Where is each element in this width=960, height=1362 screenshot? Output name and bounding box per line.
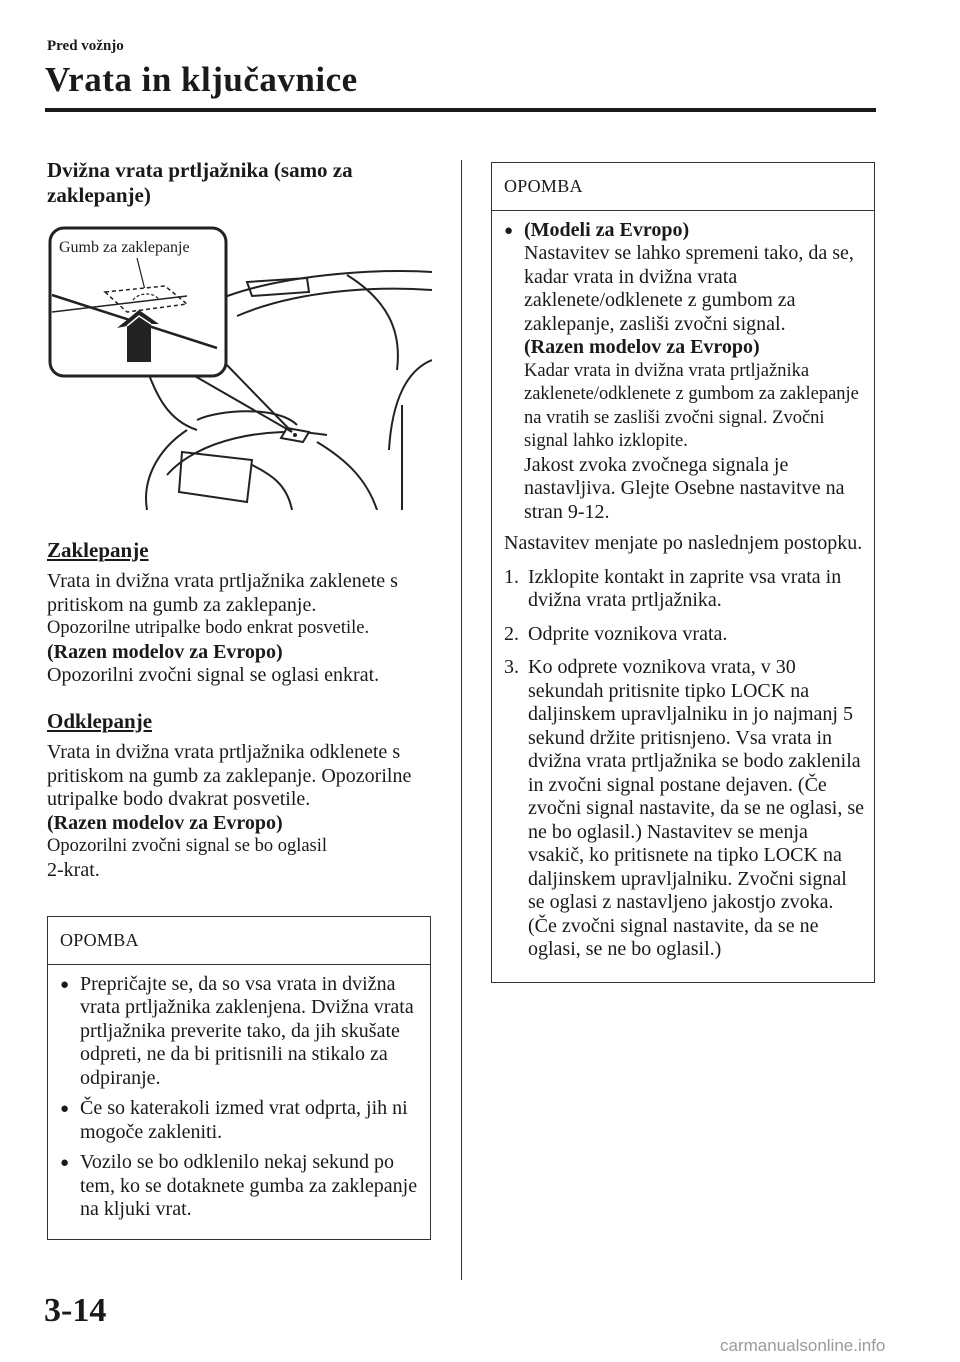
note-title: OPOMBA (492, 163, 874, 211)
europe-models-label: (Modeli za Evropo) (524, 218, 690, 241)
bullet-icon: ● (60, 1155, 70, 1171)
unlock-beep-count: 2-krat. (47, 858, 100, 881)
unlock-europe-label: (Razen modelov za Evropo) (47, 811, 283, 834)
note-item: ● Če so katerakoli izmed vrat odprta, jih ni mogoče zakleniti. (60, 1097, 408, 1143)
lock-button-on-car (281, 428, 309, 442)
lock-beep-text: Opozorilni zvočni signal se oglasi enkrat. (47, 664, 380, 686)
note-item: ● Prepričajte se, da so vsa vrata in dvižna vrata prtljažnika zaklenjena. Dvižna vrata prtljažnika preverite tako, da jih skušate odpreti, ne da bi pritisnili na stikalo za odpiranje. (60, 972, 414, 1089)
non-europe-label: (Razen modelov za Evropo) (524, 336, 760, 358)
note-item: ● Vozilo se bo odklenilo nekaj sekund po tem, ko se dotaknete gumba za zaklepanje na kljuki vrat. (60, 1151, 418, 1220)
section-heading: Dvižna vrata prtljažnika (samo za zaklepanje) (47, 158, 353, 207)
unlock-heading: Odklepanje (47, 708, 153, 733)
section-label: Pred vožnjo (47, 38, 124, 54)
procedure-steps (504, 566, 864, 962)
unlock-text: Vrata in dvižna vrata prtljažnika odklenete s pritiskom na gumb za zaklepanje. Opozorilne utripalke bodo dvakrat posvetile. (47, 741, 412, 810)
bullet-icon: ● (60, 1101, 70, 1117)
right-column (491, 162, 875, 983)
procedure-step: 3. Ko odprete voznikova vrata, v 30 sekundah pritisnite tipko LOCK na daljinskem upravljalniku in jo najmanj 5 sekund držite pritisnjeno. Vsa vrata in dvižna vrata prtljažnika se bodo zaklenila in zvočni signal postane dejaven. (Če zvočni signal nastavite, da se ne oglasi, se ne bo oglasil.) Nastavitev se menja vsakič, ko pritisnete na tipko LOCK na daljinskem upravljalniku. Zvočni signal se oglasi z nastavljeno jakostjo zvoka. (Če zvočni signal nastavite, da se ne oglasi, se ne bo oglasil.) (504, 656, 865, 960)
note-box-left (47, 916, 431, 1240)
figure-label: Gumb za zaklepanje (59, 239, 190, 256)
procedure-step: 2. Odprite voznikova vrata. (504, 622, 728, 645)
lock-heading: Zaklepanje (47, 537, 149, 562)
non-europe-text: Kadar vrata in dvižna vrata prtljažnika zaklenete/odklenete z gumbom za zaklepanje na vratih se zasliši zvočni signal. Zvočni signal lahko izklopite. (524, 360, 859, 451)
procedure-intro: Nastavitev menjate po naslednjem postopku. (504, 532, 863, 554)
liftgate-illustration (47, 220, 432, 510)
left-column (47, 158, 437, 1240)
page-number: 3-14 (44, 1292, 107, 1329)
lock-text: Vrata in dvižna vrata prtljažnika zaklenete s pritiskom na gumb za zaklepanje. (47, 570, 398, 616)
page-title: Vrata in ključavnice (45, 60, 358, 99)
volume-text: Jakost zvoka zvočnega signala je nastavljiva. Glejte Osebne nastavitve na stran 9-12. (524, 453, 845, 523)
header-rule (45, 108, 876, 112)
europe-models-text: Nastavitev se lahko spremeni tako, da se, kadar vrata in dvižna vrata zaklenete/odklenete z gumbom za zaklepanje, zasliši zvočni signal. (524, 242, 854, 335)
unlock-beep-text: Opozorilni zvočni signal se bo oglasil (47, 836, 328, 856)
lock-europe-label: (Razen modelov za Evropo) (47, 640, 283, 663)
procedure-step: 1. Izklopite kontakt in zaprite vsa vrata in dvižna vrata prtljažnika. (504, 565, 842, 611)
note-title: OPOMBA (48, 917, 430, 965)
watermark: carmanualsonline.info (720, 1336, 886, 1355)
bullet-icon: ● (60, 976, 70, 993)
note-item (504, 219, 864, 525)
bullet-icon: ● (504, 222, 514, 239)
lock-hazard-text: Opozorilne utripalke bodo enkrat posvetile. (47, 618, 370, 638)
note-box-right (491, 162, 875, 983)
column-divider (461, 160, 462, 1280)
